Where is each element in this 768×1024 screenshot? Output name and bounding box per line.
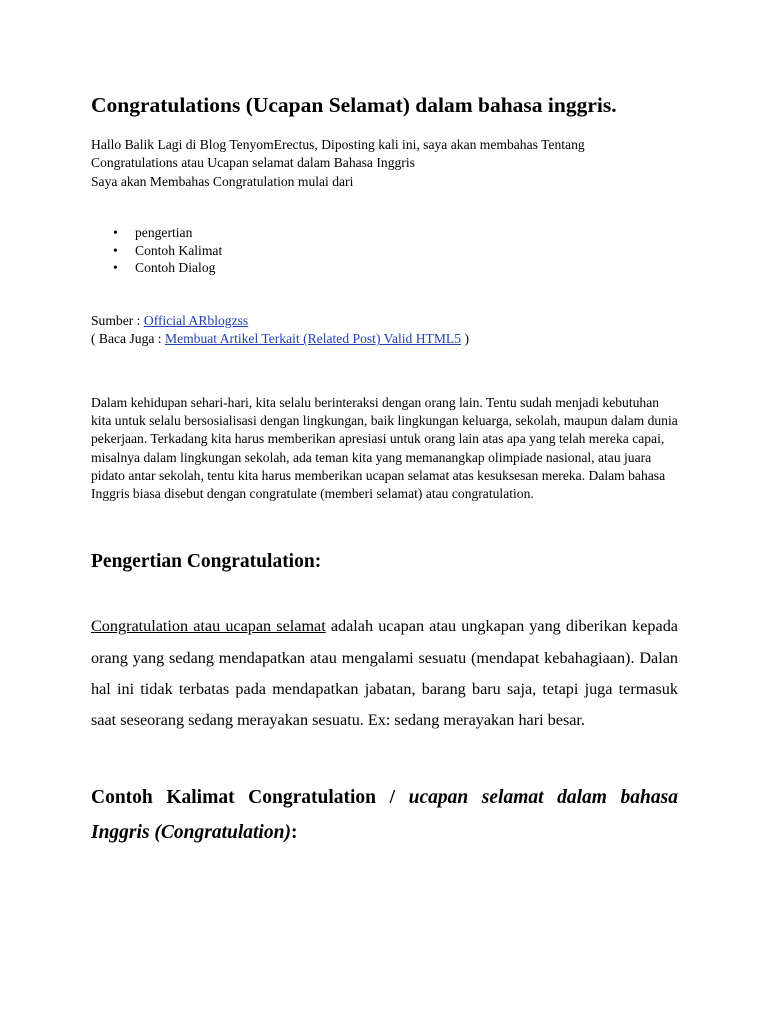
read-also-link[interactable]: Membuat Artikel Terkait (Related Post) Valid HTML5 [164, 331, 462, 346]
definition-term: Congratulation atau ucapan selamat [91, 617, 326, 636]
intro-line: Saya akan Membahas Congratulation mulai dari [91, 173, 354, 189]
definition-paragraph [91, 611, 678, 736]
list-item: • Contoh Kalimat [135, 242, 678, 260]
heading-italic: ucapan selamat dalam bahasa Inggris (Congratulation) [91, 787, 678, 844]
sources-block [91, 312, 678, 348]
intro-block [91, 136, 678, 191]
topics-list [91, 224, 678, 277]
read-also-line [91, 330, 678, 348]
section-heading-pengertian: Pengertian Congratulation: [91, 551, 322, 573]
source-label: Sumber : [91, 313, 144, 328]
heading-end: : [290, 822, 298, 844]
document-title: Congratulations (Ucapan Selamat) dalam bahasa inggris. [91, 93, 617, 117]
list-item: • pengertian [135, 224, 678, 242]
body-paragraph: Dalam kehidupan sehari-hari, kita selalu berinteraksi dengan orang lain. Tentu sudah menjadi kebutuhan kita untuk selalu bersosialisasi dengan lingkungan, baik lingkungan keluarga, sekolah, maupun dalam dunia pekerjaan. Terkadang kita harus memberikan apresiasi untuk orang lain atas apa yang telah mereka capai, misalnya dalam lingkungan sekolah, ada teman kita yang memanangkap olimpiade nasional, atau juara pidato antar sekolah, tentu kita harus memberikan ucapan selamat atas kesuksesan mereka. Dalam bahasa Inggris biasa disebut dengan congratulate (memberi selamat) atau congratulation. [91, 395, 678, 502]
section-heading-contoh-kalimat [91, 780, 678, 850]
list-item: • Contoh Dialog [135, 259, 678, 277]
read-also-suffix: ) [461, 331, 469, 346]
heading-plain: Contoh Kalimat Congratulation / [91, 787, 409, 809]
intro-line: Congratulations atau Ucapan selamat dalam Bahasa Inggris [91, 155, 415, 171]
read-also-prefix: ( Baca Juga : [91, 331, 165, 346]
source-link[interactable]: Official ARblogzss [143, 313, 249, 328]
source-line [91, 312, 678, 330]
document-content [91, 91, 678, 850]
intro-line: Hallo Balik Lagi di Blog TenyomErectus, Diposting kali ini, saya akan membahas Tentang [91, 137, 585, 152]
definition-body: adalah ucapan atau ungkapan yang diberikan kepada orang yang sedang mendapatkan atau mengalami sesuatu (mendapat kebahagiaan). Dalan hal ini tidak terbatas pada mendapatkan jabatan, barang baru saja, tetapi juga termasuk saat seseorang sedang merayakan sesuatu. Ex: sedang merayakan hari besar. [91, 617, 678, 730]
